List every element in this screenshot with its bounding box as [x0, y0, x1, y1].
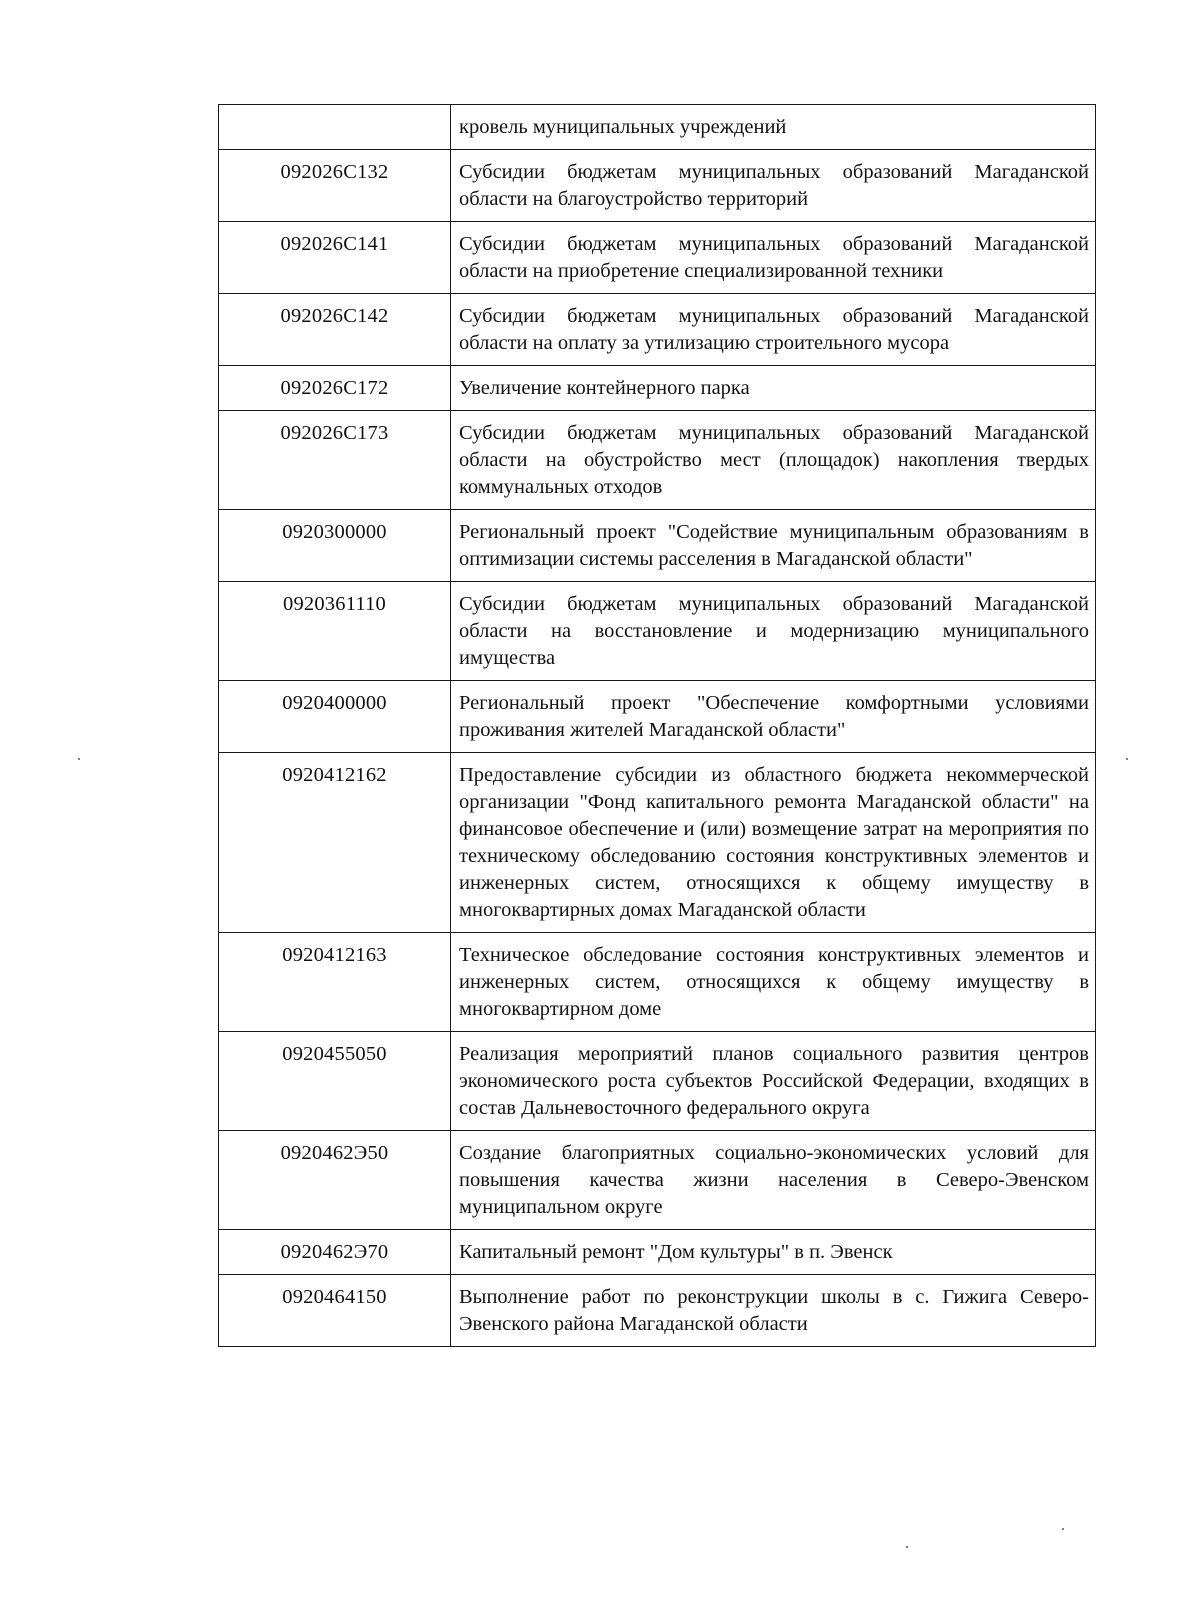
code-cell: 0920462Э50 — [219, 1131, 451, 1230]
description-cell: кровель муниципальных учреждений — [451, 105, 1096, 150]
code-cell: 0920412163 — [219, 933, 451, 1032]
table-row — [219, 582, 1096, 681]
description-cell: Техническое обследование состояния конструктивных элементов и инженерных систем, относящихся к общему имуществу в многоквартирном доме — [451, 933, 1096, 1032]
description-cell: Увеличение контейнерного парка — [451, 366, 1096, 411]
description-cell: Субсидии бюджетам муниципальных образований Магаданской области на приобретение специализированной техники — [451, 222, 1096, 294]
code-cell: 0920464150 — [219, 1275, 451, 1347]
code-cell: 092026С172 — [219, 366, 451, 411]
description-cell: Субсидии бюджетам муниципальных образований Магаданской области на благоустройство территорий — [451, 150, 1096, 222]
table-row — [219, 294, 1096, 366]
code-cell: 092026С141 — [219, 222, 451, 294]
code-cell: 0920300000 — [219, 510, 451, 582]
code-cell: 092026С173 — [219, 411, 451, 510]
scan-speck — [1062, 1528, 1064, 1530]
table-row — [219, 411, 1096, 510]
code-cell: 0920361110 — [219, 582, 451, 681]
description-cell: Создание благоприятных социально-экономических условий для повышения качества жизни населения в Северо-Эвенском муниципальном округе — [451, 1131, 1096, 1230]
description-cell: Региональный проект "Содействие муниципальным образованиям в оптимизации системы расселения в Магаданской области" — [451, 510, 1096, 582]
description-cell: Субсидии бюджетам муниципальных образований Магаданской области на оплату за утилизацию строительного мусора — [451, 294, 1096, 366]
description-cell: Предоставление субсидии из областного бюджета некоммерческой организации "Фонд капитального ремонта Магаданской области" на финансовое обеспечение и (или) возмещение затрат на мероприятия по техническому обследованию состояния конструктивных элементов и инженерных систем, относящихся к общему имуществу в многоквартирных домах Магаданской области — [451, 753, 1096, 933]
budget-codes-table — [218, 104, 1096, 1347]
code-cell: 0920412162 — [219, 753, 451, 933]
description-cell: Реализация мероприятий планов социального развития центров экономического роста субъектов Российской Федерации, входящих в состав Дальневосточного федерального округа — [451, 1032, 1096, 1131]
code-cell: 0920400000 — [219, 681, 451, 753]
table-row — [219, 366, 1096, 411]
table-row — [219, 753, 1096, 933]
scan-speck — [78, 758, 80, 760]
code-cell — [219, 105, 451, 150]
scan-speck — [906, 1546, 908, 1548]
table-row — [219, 1275, 1096, 1347]
scan-speck — [1126, 758, 1128, 760]
description-cell: Субсидии бюджетам муниципальных образований Магаданской области на обустройство мест (площадок) накопления твердых коммунальных отходов — [451, 411, 1096, 510]
code-cell: 092026С142 — [219, 294, 451, 366]
table-row — [219, 1230, 1096, 1275]
table-row — [219, 1032, 1096, 1131]
description-cell: Региональный проект "Обеспечение комфортными условиями проживания жителей Магаданской области" — [451, 681, 1096, 753]
table-row — [219, 1131, 1096, 1230]
description-cell: Выполнение работ по реконструкции школы в с. Гижига Северо-Эвенского района Магаданской области — [451, 1275, 1096, 1347]
table-row — [219, 681, 1096, 753]
code-cell: 0920462Э70 — [219, 1230, 451, 1275]
description-cell: Капитальный ремонт "Дом культуры" в п. Эвенск — [451, 1230, 1096, 1275]
code-cell: 092026С132 — [219, 150, 451, 222]
table-row — [219, 150, 1096, 222]
description-cell: Субсидии бюджетам муниципальных образований Магаданской области на восстановление и модернизацию муниципального имущества — [451, 582, 1096, 681]
table-row — [219, 105, 1096, 150]
code-cell: 0920455050 — [219, 1032, 451, 1131]
table-row — [219, 933, 1096, 1032]
table-row — [219, 222, 1096, 294]
table-row — [219, 510, 1096, 582]
